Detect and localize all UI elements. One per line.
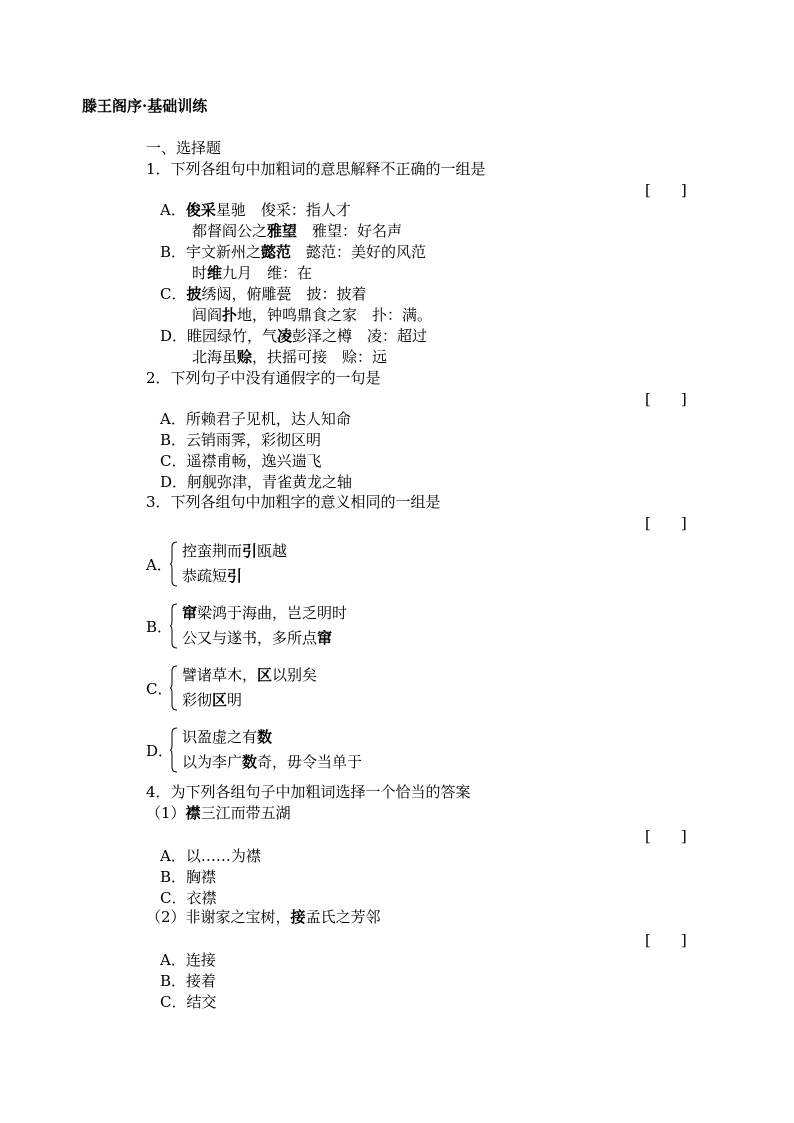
q4-2-option-b: B．接着 [160, 972, 217, 990]
q1-option-c-line2 [192, 305, 432, 325]
q4-2-option-c: C．结交 [160, 993, 217, 1011]
q4-sub-1 [146, 803, 291, 823]
bold-keyword: 赊 [237, 348, 253, 366]
text-segment: C． [160, 285, 187, 303]
text-segment: 以为李广 [182, 753, 243, 771]
q3-option-b-line2 [182, 628, 332, 648]
text-segment: 公又与遂书，多所点 [182, 629, 318, 647]
q3-option-a-line1 [182, 541, 287, 561]
q2-option-d: D．舸舰弥津，青雀黄龙之轴 [160, 473, 353, 491]
q3-option-b-label: B． [146, 618, 173, 636]
q1-option-d-line2 [192, 347, 387, 367]
bold-keyword: 窜 [317, 629, 333, 647]
bold-keyword: 懿范 [261, 243, 292, 261]
brace-icon [170, 541, 178, 581]
q3-option-c-line2 [182, 690, 242, 710]
brace-icon [170, 727, 178, 767]
text-segment: 九月 维：在 [222, 264, 313, 282]
text-segment: 孟氏之芳邻 [305, 908, 381, 926]
q4-1-option-a: A．以……为襟 [160, 847, 261, 865]
bold-keyword: 雅望 [267, 222, 298, 240]
q2-option-c: C．遥襟甫畅，逸兴遄飞 [160, 452, 322, 470]
bold-keyword: 区 [257, 666, 273, 684]
text-segment: 恭疏短 [182, 567, 228, 585]
text-segment: 梁鸿于海曲，岂乏明时 [197, 604, 348, 622]
bold-keyword: 引 [242, 542, 258, 560]
q2-option-b: B．云销雨霁，彩彻区明 [160, 431, 322, 449]
bold-keyword: 扑 [222, 306, 238, 324]
text-segment: 奇，毋令当单于 [257, 753, 363, 771]
q1-option-d-line1 [160, 326, 427, 346]
text-segment: 地，钟鸣鼎食之家 扑：满。 [237, 306, 433, 324]
bold-keyword: 数 [257, 728, 273, 746]
q1-option-b-line1 [160, 242, 426, 262]
question-3-stem: 3．下列各组句中加粗字的意义相同的一组是 [146, 493, 441, 511]
q3-option-c-line1 [182, 665, 317, 685]
text-segment: 瓯越 [257, 542, 288, 560]
bold-keyword: 区 [212, 691, 228, 709]
text-segment: （1） [146, 804, 186, 822]
text-segment: 三江而带五湖 [200, 804, 291, 822]
question-1-stem: 1．下列各组句中加粗词的意思解释不正确的一组是 [146, 160, 486, 178]
q1-option-a-line1 [160, 200, 351, 220]
bold-keyword: 襟 [185, 804, 201, 822]
text-segment: 星驰 俊采：指人才 [215, 201, 351, 219]
brace-icon [170, 665, 178, 705]
answer-bracket-q3: [ ] [645, 514, 687, 532]
text-segment: 时 [192, 264, 208, 282]
text-segment: 彩彻 [182, 691, 213, 709]
q2-option-a: A．所赖君子见机，达人知命 [160, 410, 351, 428]
q4-2-option-a: A．连接 [160, 951, 216, 969]
text-segment: A． [160, 201, 186, 219]
bold-keyword: 披 [186, 285, 202, 303]
q1-option-b-line2 [192, 263, 312, 283]
q3-option-d-line1 [182, 727, 272, 747]
text-segment: B．宇文新州之 [160, 243, 262, 261]
text-segment: 譬诸草木， [182, 666, 258, 684]
bold-keyword: 俊采 [185, 201, 216, 219]
answer-bracket-q4-2: [ ] [645, 931, 687, 949]
answer-bracket-q1: [ ] [645, 181, 687, 199]
q4-sub-2 [146, 907, 381, 927]
answer-bracket-q4-1: [ ] [645, 827, 687, 845]
q3-option-d-label: D． [146, 742, 174, 760]
text-segment: 懿范：美好的风范 [291, 243, 427, 261]
text-segment: 识盈虚之有 [182, 728, 258, 746]
text-segment: 彭泽之樽 凌：超过 [292, 327, 428, 345]
text-segment: 以别矣 [272, 666, 318, 684]
text-segment: 闾阎 [192, 306, 223, 324]
text-segment: （2）非谢家之宝树， [146, 908, 291, 926]
question-2-stem: 2．下列句子中没有通假字的一句是 [146, 369, 381, 387]
answer-bracket-q2: [ ] [645, 390, 687, 408]
q3-option-a-line2 [182, 566, 242, 586]
q1-option-a-line2 [192, 221, 402, 241]
text-segment: D．睢园绿竹，气 [160, 327, 278, 345]
section-heading: 一、选择题 [146, 139, 222, 157]
document-title: 滕王阁序·基础训练 [82, 97, 208, 115]
q3-option-b-line1 [182, 603, 347, 623]
q4-1-option-c: C．衣襟 [160, 889, 217, 907]
bold-keyword: 窜 [182, 604, 198, 622]
bold-keyword: 引 [227, 567, 243, 585]
q4-1-option-b: B．胸襟 [160, 868, 217, 886]
bold-keyword: 维 [207, 264, 223, 282]
q3-option-a-label: A． [146, 556, 172, 574]
text-segment: 明 [227, 691, 243, 709]
bold-keyword: 凌 [277, 327, 293, 345]
text-segment: 雅望：好名声 [297, 222, 403, 240]
q1-option-c-line1 [160, 284, 367, 304]
q3-option-d-line2 [182, 752, 362, 772]
bold-keyword: 数 [242, 753, 258, 771]
text-segment: 绣闼，俯雕甍 披：披着 [201, 285, 367, 303]
text-segment: 控蛮荆而 [182, 542, 243, 560]
q3-option-c-label: C． [146, 680, 173, 698]
bold-keyword: 接 [290, 908, 306, 926]
text-segment: ，扶摇可接 赊：远 [252, 348, 388, 366]
text-segment: 都督阎公之 [192, 222, 268, 240]
brace-icon [170, 603, 178, 643]
question-4-stem: 4．为下列各组句子中加粗词选择一个恰当的答案 [146, 783, 471, 801]
text-segment: 北海虽 [192, 348, 238, 366]
